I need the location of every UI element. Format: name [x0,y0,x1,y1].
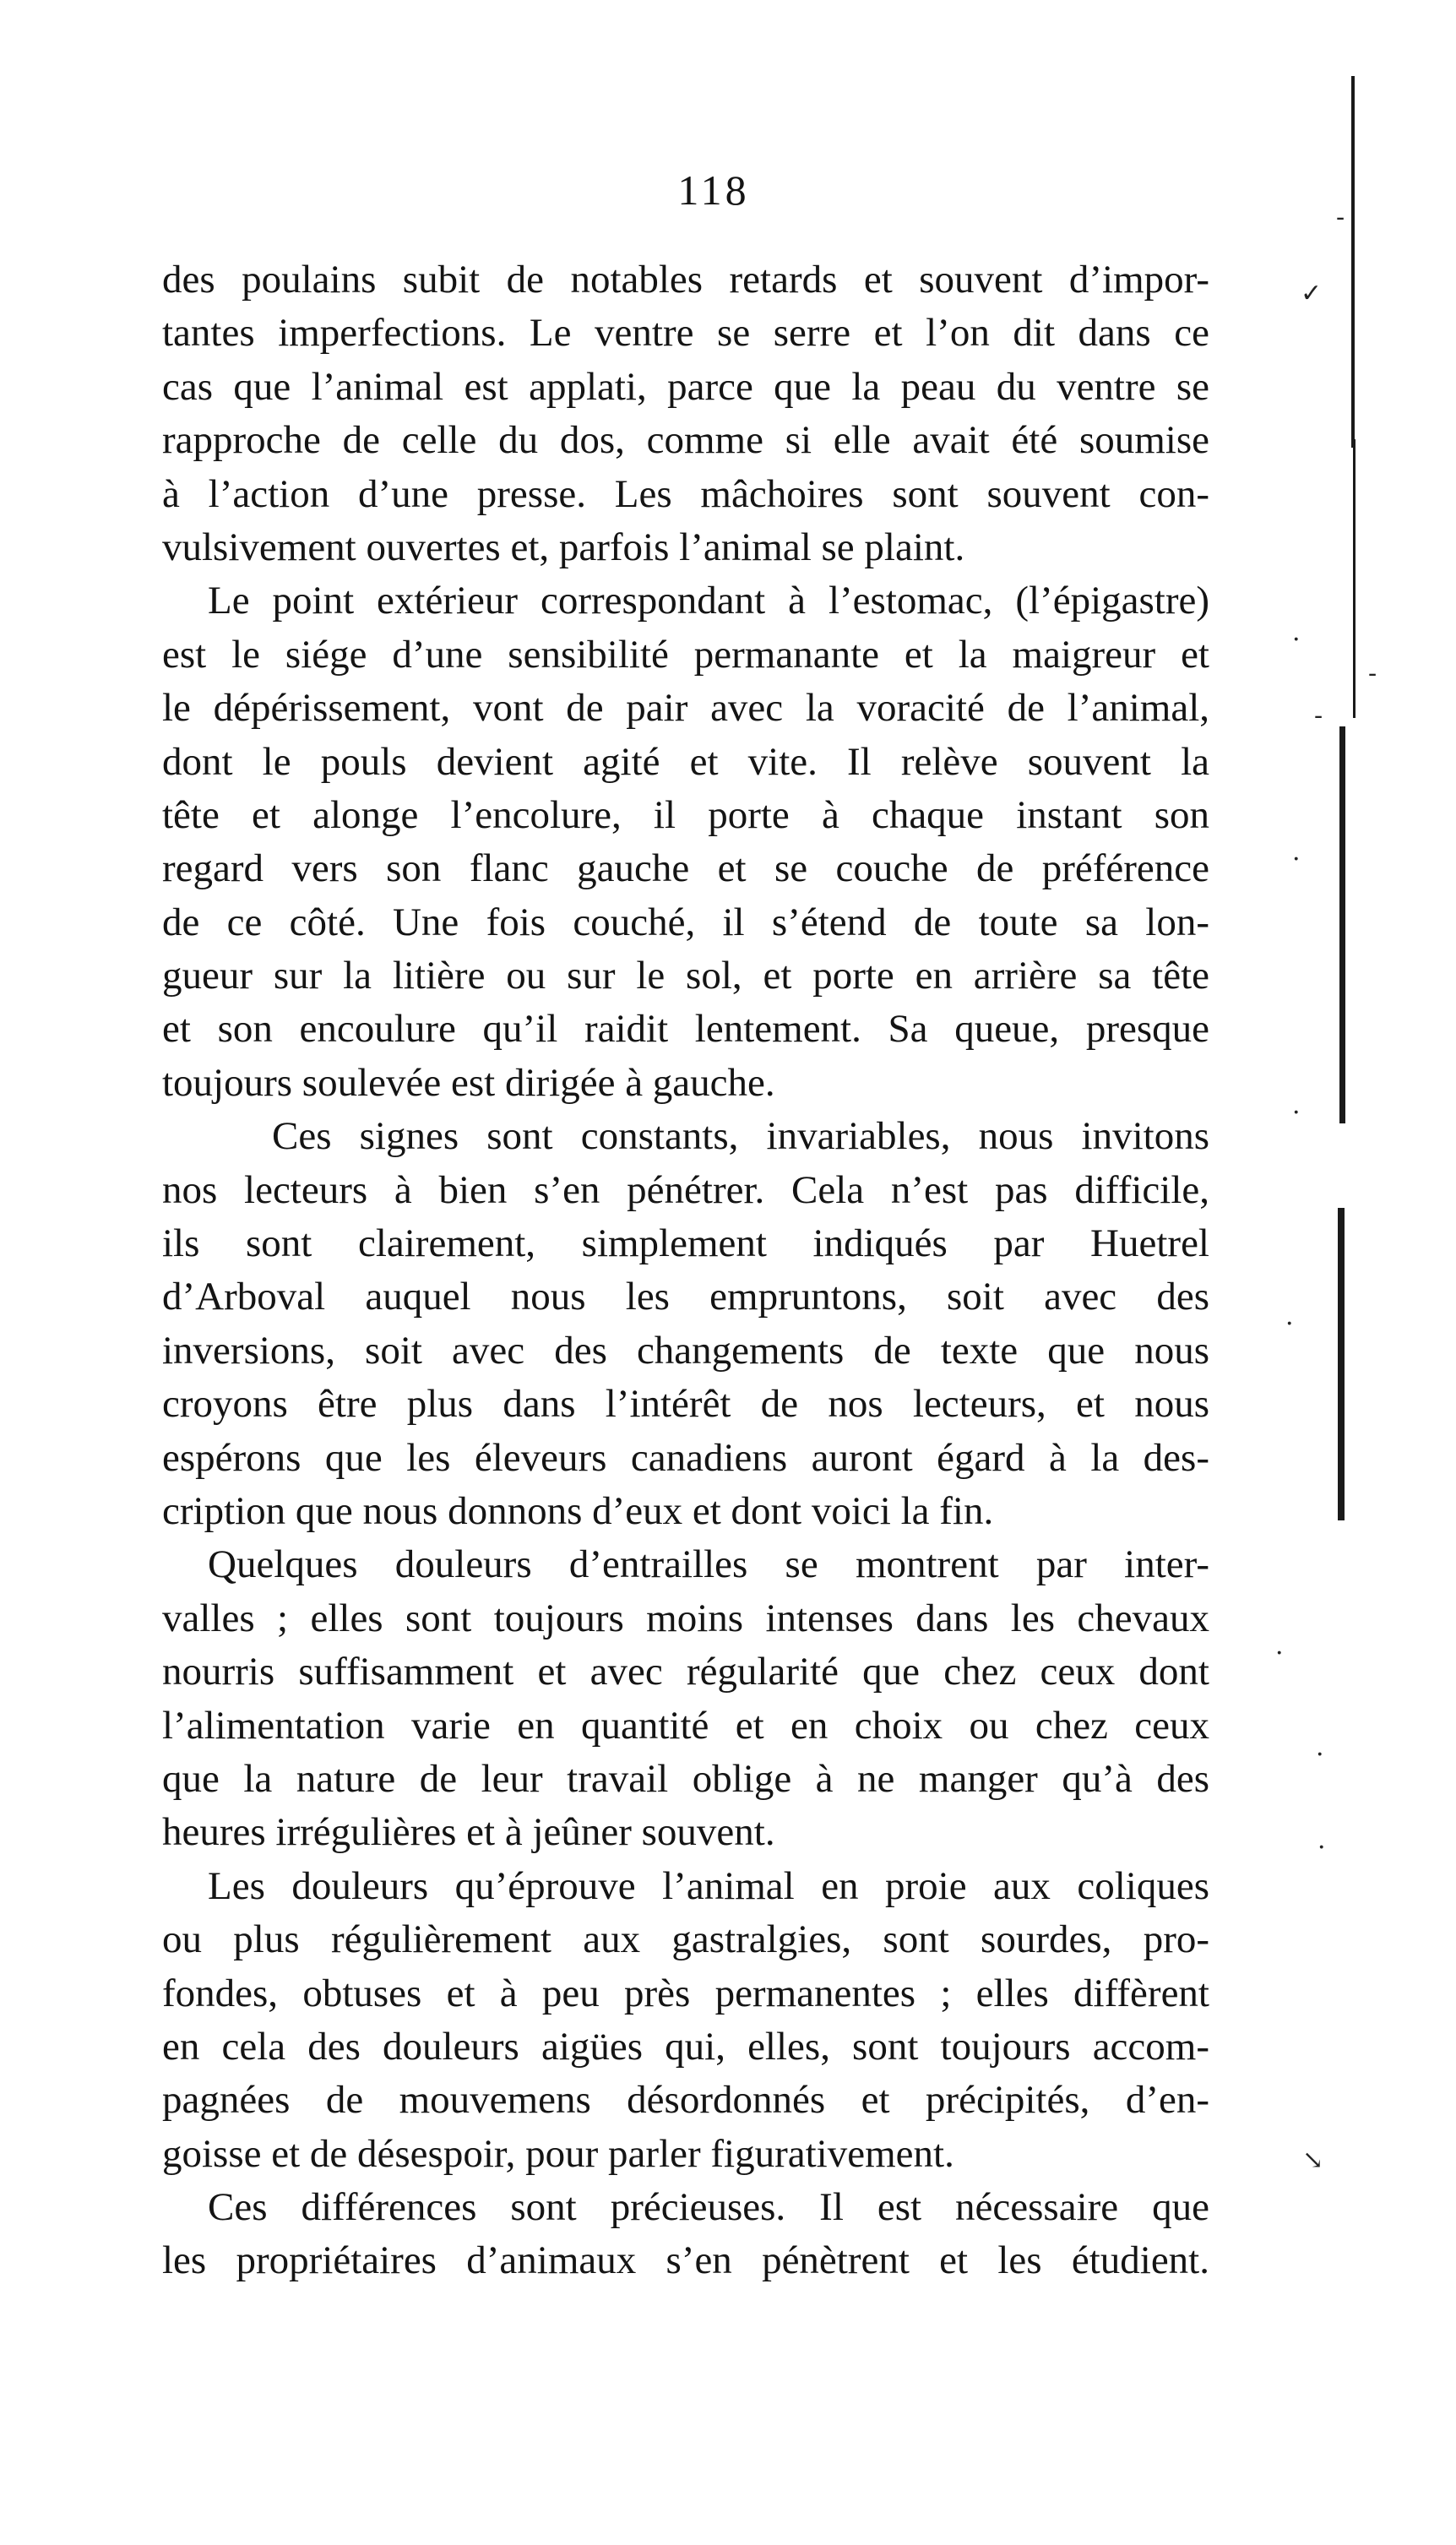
text-line: heures irrégulières et à jeûner souvent. [162,1810,775,1855]
margin-mark: · [1292,625,1301,655]
text-line: nos lecteurs à bien s’en pénétrer. Cela n’est pas difficile, [162,1167,1209,1212]
text-line: est le siége d’une sensibilité permanante et la maigreur et [162,632,1209,677]
margin-mark: - [1368,659,1377,688]
margin-rule [1351,76,1355,448]
text-line: cas que l’animal est applati, parce que la peau du ventre se [162,364,1209,409]
margin-mark: - [1314,701,1323,731]
text-line: Quelques douleurs d’entrailles se montrent par inter- [208,1542,1209,1587]
margin-artifacts [1241,0,1456,2545]
page-number: 118 [677,166,750,214]
text-line: de ce côté. Une fois couché, il s’étend de toute sa lon- [162,900,1209,944]
text-line: toujours soulevée est dirigée à gauche. [162,1060,775,1105]
text-line: d’Arboval auquel nous les empruntons, soit avec des [162,1275,1209,1319]
text-line: Ces signes sont constants, invariables, nous invitons [272,1114,1209,1159]
text-line: ou plus régulièrement aux gastralgies, sont sourdes, pro- [162,1917,1209,1962]
margin-mark: · [1285,1309,1294,1339]
body-text [162,253,1209,2288]
text-line: l’alimentation varie en quantité et en choix ou chez ceux [162,1703,1209,1748]
text-line: tantes imperfections. Le ventre se serre et l’on dit dans ce [162,311,1209,356]
text-line: croyons être plus dans l’intérêt de nos lecteurs, et nous [162,1382,1209,1427]
text-line: fondes, obtuses et à peu près permanentes ; elles diffèrent [162,1971,1209,2015]
text-line: Ces différences sont précieuses. Il est nécessaire que [208,2185,1209,2230]
margin-mark: · [1316,1740,1324,1770]
text-line: goisse et de désespoir, pour parler figurativement. [162,2131,954,2176]
text-line: les propriétaires d’animaux s’en pénètrent et les étudient. [162,2238,1209,2283]
text-line: à l’action d’une presse. Les mâchoires sont souvent con- [162,471,1209,516]
text-line: ils sont clairement, simplement indiqués par Huetrel [162,1221,1209,1266]
margin-mark: · [1292,845,1301,874]
margin-mark: · [1275,1639,1284,1668]
margin-rule [1338,1208,1345,1520]
text-line: Les douleurs qu’éprouve l’animal en proie aux coliques [208,1863,1209,1908]
margin-mark: · [1292,1098,1301,1128]
text-line: inversions, soit avec des changements de texte que nous [162,1328,1209,1373]
margin-mark: · [1317,1833,1326,1863]
text-line: cription que nous donnons d’eux et dont voici la fin. [162,1488,994,1533]
text-line: espérons que les éleveurs canadiens auront égard à la des- [162,1435,1209,1480]
text-line: Le point extérieur correspondant à l’estomac, (l’épigastre) [208,579,1209,623]
text-line: nourris suffisamment et avec régularité que chez ceux dont [162,1650,1209,1694]
text-line: le dépérissement, vont de pair avec la voracité de l’animal, [162,686,1209,731]
text-line: et son encoulure qu’il raidit lentement. Sa queue, presque [162,1007,1209,1052]
text-line: valles ; elles sont toujours moins intenses dans les chevaux [162,1596,1209,1640]
text-line: gueur sur la litière ou sur le sol, et porte en arrière sa tête [162,954,1209,998]
margin-mark: ↘ [1302,2145,1324,2175]
text-line: des poulains subit de notables retards et souvent d’impor- [162,258,1209,302]
text-line: en cela des douleurs aigües qui, elles, sont toujours accom- [162,2024,1209,2069]
text-line: dont le pouls devient agité et vite. Il relève souvent la [162,739,1209,784]
text-line: tête et alonge l’encolure, il porte à chaque instant son [162,792,1209,837]
text-line: que la nature de leur travail oblige à ne manger qu’à des [162,1756,1209,1801]
margin-rule [1353,439,1355,718]
margin-mark: - [1336,203,1345,232]
text-line: regard vers son flanc gauche et se couche de préférence [162,846,1209,891]
text-line: rapproche de celle du dos, comme si elle avait été soumise [162,418,1209,463]
margin-mark: ✓ [1301,279,1323,308]
margin-rule [1339,726,1345,1123]
text-line: pagnées de mouvemens désordonnés et précipités, d’en- [162,2078,1209,2123]
text-line: vulsivement ouvertes et, parfois l’animal se plaint. [162,525,965,569]
